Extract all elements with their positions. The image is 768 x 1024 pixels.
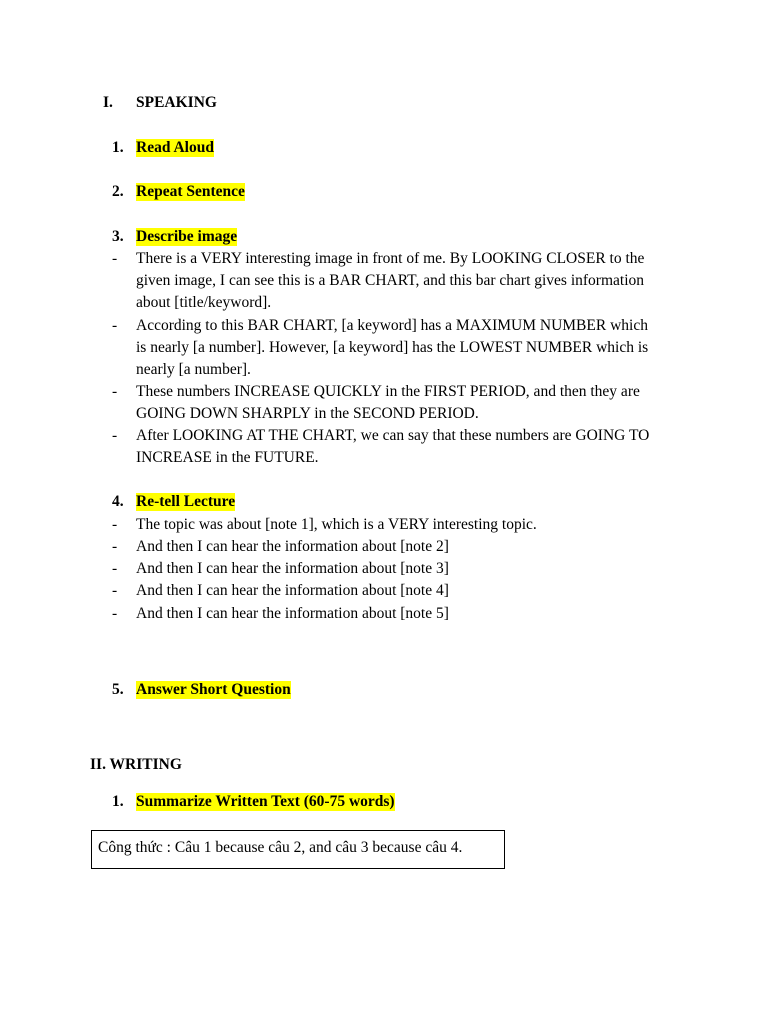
item-number: 4. xyxy=(112,493,124,510)
describe-line: about [title/keyword]. xyxy=(136,294,272,311)
heading-answer-short-question: Answer Short Question xyxy=(136,681,291,698)
item-number: 1. xyxy=(112,793,124,810)
retell-line: And then I can hear the information about [note 3] xyxy=(136,560,449,577)
heading-retell-lecture: Re-tell Lecture xyxy=(136,493,236,510)
describe-line: According to this BAR CHART, [a keyword] has a MAXIMUM NUMBER which xyxy=(136,317,648,334)
formula-text: Công thức : Câu 1 because câu 2, and câu 3 because câu 4. xyxy=(98,839,463,856)
section-roman: I. xyxy=(103,94,113,111)
section-title-speaking: SPEAKING xyxy=(136,94,217,111)
describe-line: nearly [a number]. xyxy=(136,361,251,378)
bullet-dash: - xyxy=(112,317,118,334)
bullet-dash: - xyxy=(112,582,118,599)
item-number: 1. xyxy=(112,139,124,156)
describe-line: There is a VERY interesting image in front of me. By LOOKING CLOSER to the xyxy=(136,250,645,267)
formula-box xyxy=(91,830,505,869)
bullet-dash: - xyxy=(112,516,118,533)
bullet-dash: - xyxy=(112,560,118,577)
bullet-dash: - xyxy=(112,538,118,555)
bullet-dash: - xyxy=(112,605,118,622)
bullet-dash: - xyxy=(112,383,118,400)
heading-summarize-written-text: Summarize Written Text (60-75 words) xyxy=(136,793,395,810)
describe-line: INCREASE in the FUTURE. xyxy=(136,449,319,466)
retell-line: And then I can hear the information about [note 2] xyxy=(136,538,449,555)
section-title-writing: II. WRITING xyxy=(90,756,182,773)
describe-line: is nearly [a number]. However, [a keyword] has the LOWEST NUMBER which is xyxy=(136,339,649,356)
describe-line: GOING DOWN SHARPLY in the SECOND PERIOD. xyxy=(136,405,479,422)
retell-line: And then I can hear the information about [note 5] xyxy=(136,605,449,622)
bullet-dash: - xyxy=(112,427,118,444)
item-number: 2. xyxy=(112,183,124,200)
item-number: 5. xyxy=(112,681,124,698)
bullet-dash: - xyxy=(112,250,118,267)
describe-line: given image, I can see this is a BAR CHART, and this bar chart gives information xyxy=(136,272,645,289)
heading-read-aloud: Read Aloud xyxy=(136,139,214,156)
retell-line: And then I can hear the information about [note 4] xyxy=(136,582,449,599)
heading-repeat-sentence: Repeat Sentence xyxy=(136,183,245,200)
item-number: 3. xyxy=(112,228,124,245)
retell-line: The topic was about [note 1], which is a VERY interesting topic. xyxy=(136,516,537,533)
describe-line: These numbers INCREASE QUICKLY in the FIRST PERIOD, and then they are xyxy=(136,383,640,400)
heading-describe-image: Describe image xyxy=(136,228,238,245)
describe-line: After LOOKING AT THE CHART, we can say that these numbers are GOING TO xyxy=(136,427,650,444)
